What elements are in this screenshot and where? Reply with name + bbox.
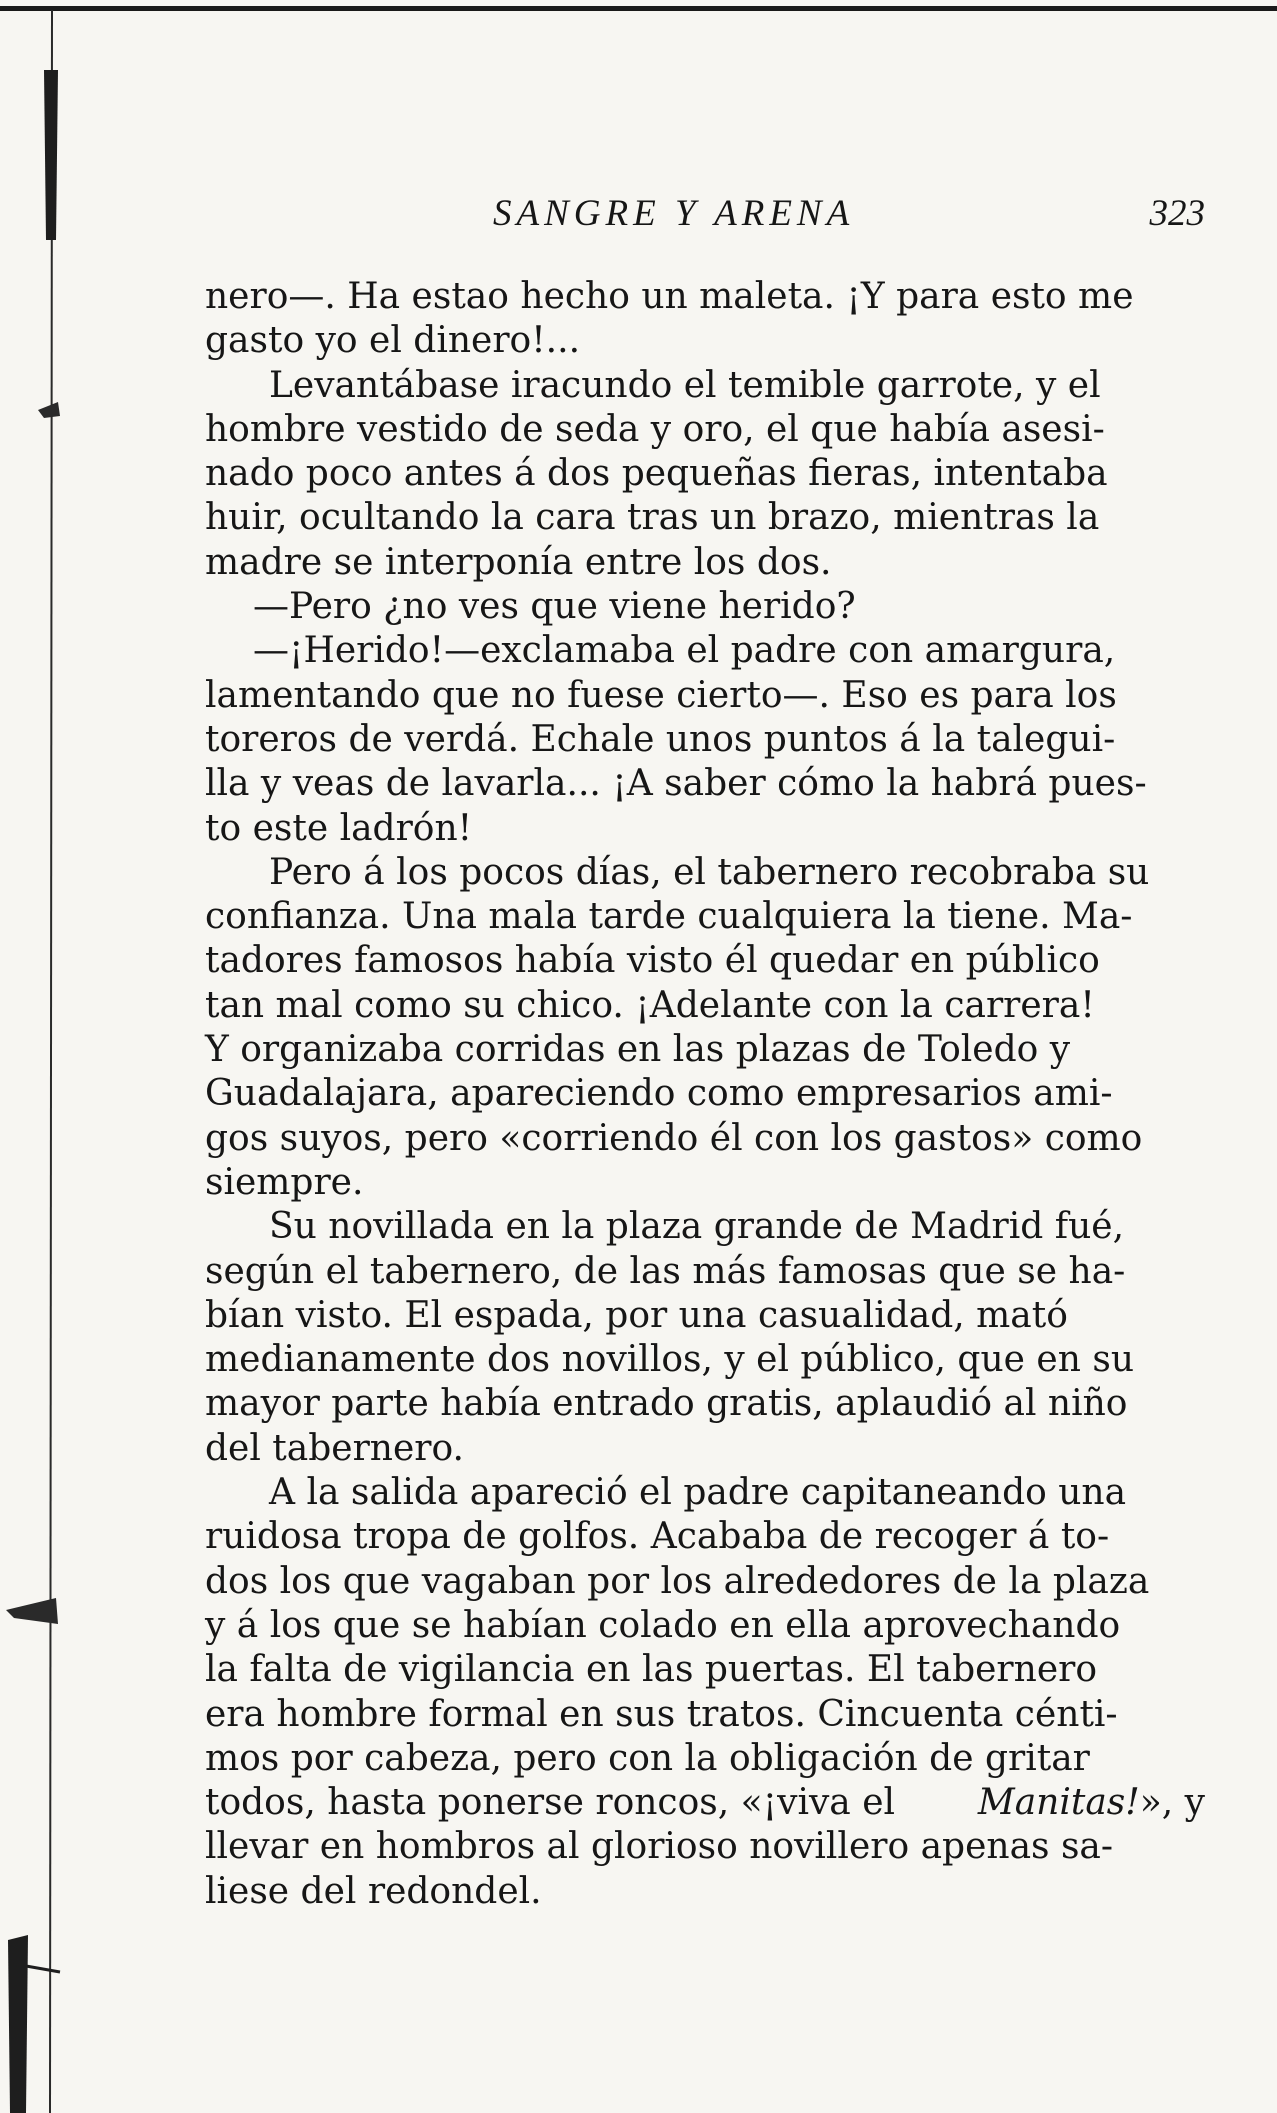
text-line: gasto yo el dinero!... <box>205 320 581 362</box>
text-line: confianza. Una mala tarde cualquiera la tiene. Ma- <box>205 896 1133 938</box>
text-line: lamentando que no fuese cierto—. Eso es para los <box>205 674 1117 716</box>
text-line: nado poco antes á dos pequeñas fieras, intentaba <box>205 453 1108 495</box>
text-line: era hombre formal en sus tratos. Cincuenta cénti- <box>205 1693 1118 1735</box>
paragraph <box>205 275 1205 364</box>
text-line: medianamente dos novillos, y el público, que en su <box>205 1339 1135 1381</box>
page-number: 323 <box>1149 193 1205 234</box>
paragraph <box>205 585 1205 629</box>
paragraph <box>205 851 1205 1205</box>
text-line: A la salida apareció el padre capitaneando una <box>269 1472 1127 1514</box>
paragraph <box>205 364 1205 585</box>
text-line: dos los que vagaban por los alrededores de la plaza <box>205 1560 1150 1602</box>
text-segment: », y <box>1139 1782 1205 1824</box>
text-segment-wrap <box>978 1781 1205 1825</box>
body-text <box>205 275 1205 1914</box>
text-line: toreros de verdá. Echale unos puntos á la talegui- <box>205 718 1116 760</box>
text-line: tan mal como su chico. ¡Adelante con la carrera! <box>205 984 1095 1026</box>
text-line-mixed <box>205 1781 1205 1825</box>
text-line: Y organizaba corridas en las plazas de Toledo y <box>205 1029 1071 1071</box>
text-line: bían visto. El espada, por una casualidad, mató <box>205 1294 1068 1336</box>
italic-name: Manitas! <box>977 1782 1140 1824</box>
text-line: madre se interponía entre los dos. <box>205 541 832 583</box>
paragraph <box>205 629 1205 850</box>
text-line: Pero á los pocos días, el tabernero recobraba su <box>269 851 1150 893</box>
text-line: según el tabernero, de las más famosas que se ha- <box>205 1250 1126 1292</box>
text-line: Guadalajara, apareciendo como empresarios ami- <box>205 1073 1113 1115</box>
text-line: liese del redondel. <box>205 1870 542 1912</box>
text-line: Levantábase iracundo el temible garrote, y el <box>269 364 1101 406</box>
text-line: —Pero ¿no ves que viene herido? <box>253 586 856 628</box>
text-line: huir, ocultando la cara tras un brazo, mientras la <box>205 497 1100 539</box>
running-head <box>205 192 1205 242</box>
text-line: del tabernero. <box>205 1427 464 1469</box>
top-border-rule <box>0 6 1277 11</box>
text-line: mos por cabeza, pero con la obligación de gritar <box>205 1737 1090 1779</box>
paragraph <box>205 1471 1205 1914</box>
text-line: llevar en hombros al glorioso novillero apenas sa- <box>205 1826 1114 1868</box>
text-line: siempre. <box>205 1161 364 1203</box>
text-line: ruidosa tropa de golfos. Acababa de recoger á to- <box>205 1516 1110 1558</box>
text-line: la falta de vigilancia en las puertas. El tabernero <box>205 1649 1098 1691</box>
text-line: lla y veas de lavarla... ¡A saber cómo la habrá pues- <box>205 763 1147 805</box>
text-line: hombre vestido de seda y oro, el que había asesi- <box>205 408 1105 450</box>
text-line: mayor parte había entrado gratis, aplaudió al niño <box>205 1383 1128 1425</box>
text-line: tadores famosos había visto él quedar en público <box>205 940 1100 982</box>
paragraph <box>205 1205 1205 1471</box>
text-line: Su novillada en la plaza grande de Madrid fué, <box>269 1206 1125 1248</box>
page-binding-edge <box>0 0 70 2113</box>
text-line: to este ladrón! <box>205 807 473 849</box>
text-line: gos suyos, pero «corriendo él con los gastos» como <box>205 1117 1143 1159</box>
text-line: nero—. Ha estao hecho un maleta. ¡Y para esto me <box>205 276 1134 317</box>
text-line: —¡Herido!—exclamaba el padre con amargura, <box>253 630 1116 672</box>
running-title: SANGRE Y ARENA <box>493 193 855 234</box>
text-segment: todos, hasta ponerse roncos, «¡viva el <box>205 1782 896 1824</box>
text-line: y á los que se habían colado en ella aprovechando <box>205 1604 1121 1646</box>
